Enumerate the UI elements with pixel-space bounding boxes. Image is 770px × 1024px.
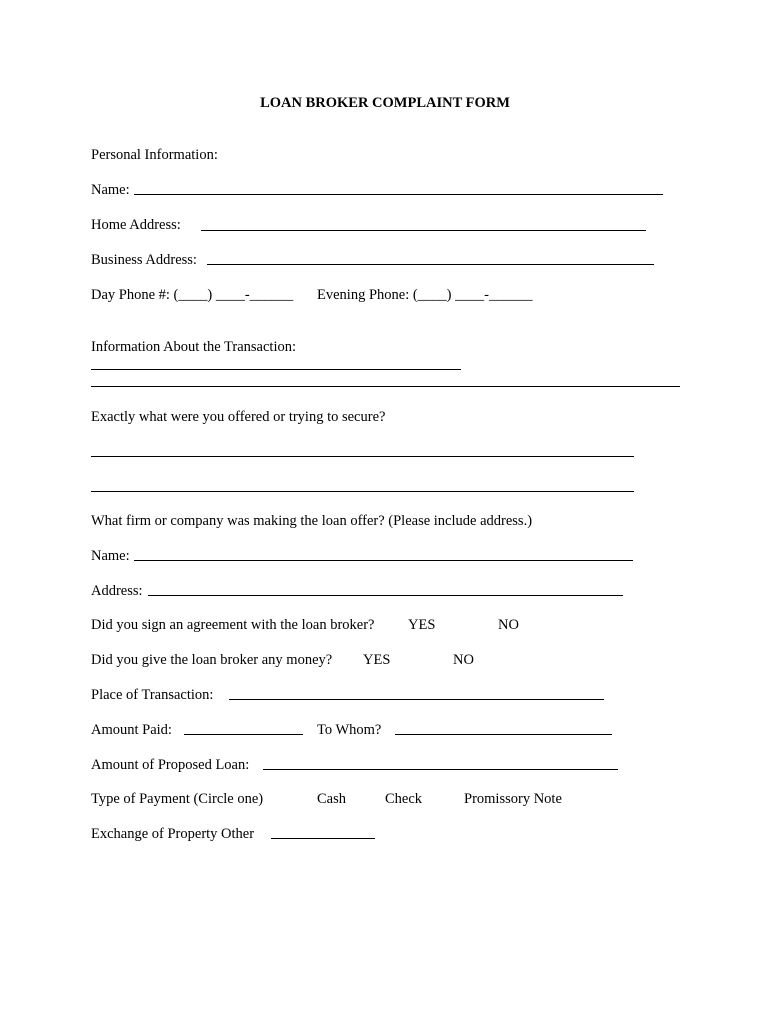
to-whom-label: To Whom? [317, 722, 382, 738]
offered-line-1[interactable] [91, 456, 634, 457]
form-title: LOAN BROKER COMPLAINT FORM [260, 95, 510, 111]
payment-check-option[interactable]: Check [385, 791, 423, 807]
business-address-field[interactable] [207, 264, 654, 265]
proposed-loan-field[interactable] [263, 769, 618, 770]
payment-cash-option[interactable]: Cash [317, 791, 346, 807]
place-label: Place of Transaction: [91, 687, 214, 703]
evening-phone-field[interactable]: Evening Phone: (____) ____-______ [317, 287, 533, 303]
money-yes-option[interactable]: YES [363, 652, 391, 668]
transaction-line-1[interactable] [91, 369, 461, 370]
exchange-label: Exchange of Property Other [91, 826, 255, 842]
personal-section-heading: Personal Information: [91, 147, 218, 163]
proposed-loan-label: Amount of Proposed Loan: [91, 757, 250, 773]
money-question: Did you give the loan broker any money? [91, 652, 333, 668]
day-phone-field[interactable]: Day Phone #: (____) ____-______ [91, 287, 294, 303]
firm-address-label: Address: [91, 583, 143, 599]
firm-name-label: Name: [91, 548, 130, 564]
firm-name-field[interactable] [134, 560, 633, 561]
firm-question: What firm or company was making the loan offer? (Please include address.) [91, 513, 533, 529]
to-whom-field[interactable] [395, 734, 612, 735]
money-no-option[interactable]: NO [453, 652, 474, 668]
name-label: Name: [91, 182, 130, 198]
payment-type-label: Type of Payment (Circle one) [91, 791, 264, 807]
amount-paid-field[interactable] [184, 734, 303, 735]
amount-paid-label: Amount Paid: [91, 722, 172, 738]
exchange-other-field[interactable] [271, 838, 375, 839]
home-address-field[interactable] [201, 230, 646, 231]
business-address-label: Business Address: [91, 252, 197, 268]
home-address-label: Home Address: [91, 217, 181, 233]
sign-question: Did you sign an agreement with the loan broker? [91, 617, 375, 633]
transaction-line-2[interactable] [91, 386, 680, 387]
payment-note-option[interactable]: Promissory Note [464, 791, 562, 807]
transaction-section-heading: Information About the Transaction: [91, 339, 296, 355]
offered-question: Exactly what were you offered or trying to secure? [91, 409, 386, 425]
sign-yes-option[interactable]: YES [408, 617, 436, 633]
place-field[interactable] [229, 699, 604, 700]
sign-no-option[interactable]: NO [498, 617, 519, 633]
offered-line-2[interactable] [91, 491, 634, 492]
name-field[interactable] [134, 194, 663, 195]
firm-address-field[interactable] [148, 595, 623, 596]
